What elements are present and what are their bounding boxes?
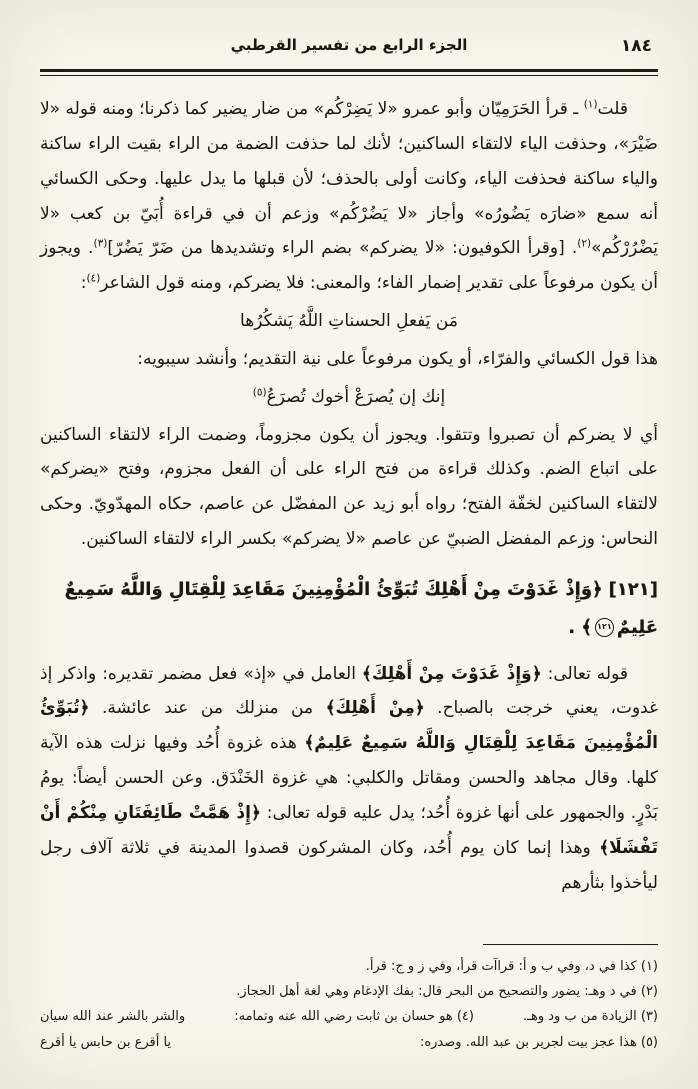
quran-verse-heading [40, 571, 658, 647]
footnote-ref-3: (٣) [93, 237, 108, 250]
footnote-ref-2: (٢) [577, 237, 592, 250]
quran-quote: ﴿إِذْ هَمَّتْ طَائِفَتَانِ مِنْكُمْ أَنْ تَفْشَلَا﴾ [40, 802, 658, 858]
page-header [40, 36, 658, 76]
book-title: الجزء الرابع من تفسير القرطبي [230, 36, 468, 54]
text-run: . [568, 616, 582, 638]
page-body [40, 76, 658, 944]
text-run: . [وقرأ الكوفيون: «لا يضركم» بضم الراء وتشديدها من ضَرّ يَضُرّ] [107, 238, 578, 259]
footnote-3-4-row [40, 1004, 658, 1029]
paragraph-kisai-farra: هذا قول الكسائي والفرّاء، أو يكون مرفوعاً على نية التقديم؛ وأنشد سيبويه: [137, 348, 658, 369]
ayah-end-marker: ١٢١ [595, 618, 614, 637]
quran-verse-text: وَإِذْ غَدَوْتَ مِنْ أَهْلِكَ تُبَوِّئُ الْمُؤْمِنِينَ مَقَاعِدَ لِلْقِتَالِ وَاللَّهُ سَمِيعٌ عَلِيمٌ [64, 578, 658, 638]
paragraph-qiraat [40, 92, 658, 301]
page-number: ١٨٤ [620, 36, 652, 56]
quran-quote: ﴿مِنْ أَهْلِكَ﴾ [325, 698, 425, 719]
text-run: ـ قرأ الحَرَمِيّان وأبو عمرو «لا يَضِرْكُم» من ضار يضير كما ذكرنا؛ ومنه قوله «لا ضَيْرَ»، وحذفت الياء لالتقاء الساكنين؛ لأنك لما حذفت الضمة من الراء بقيت الراء ساكنة والياء ساكنة فحذفت الياء، وكانت أولى بالحذف؛ لأن قبلها ما يدل عليها. وحكى الكسائي أنه سمع «ضارَه يَضُورُه» وأجاز «لا يَضُرْكُم» وزعم أن في قراءة أُبَيّ بن كعب «لا يَضْرُرْكُم» [40, 99, 658, 259]
quran-quote: ﴿تُبَوِّئُ الْمُؤْمِنِينَ مَقَاعِدَ لِلْقِتَالِ وَاللَّهُ سَمِيعٌ عَلِيمٌ﴾ [40, 698, 659, 754]
footnote-separator-rule [483, 944, 658, 945]
footnote-4: (٤) هو حسان بن ثابت رضي الله عنه وتمامه: [234, 1009, 474, 1025]
text-run: العامل في «إذ» فعل مضمر تقديره: واذكر إذ غدوت، يعني خرجت بالصباح. [40, 663, 658, 719]
footnote-ref-1: (١) [583, 98, 598, 111]
header-rule-thick [40, 69, 658, 72]
footnotes-section [40, 944, 658, 1055]
header-row [40, 36, 658, 64]
footnote-3: (٣) الزيادة من ب ود وهـ. [523, 1009, 658, 1025]
text-run: . ويجوز أن يكون مرفوعاً على تقدير إضمار الفاء؛ والمعنى: فلا يضركم، ومنه قول الشاعر [40, 238, 658, 294]
footnote-5-verse: يا أقرع بن حابس يا أقرع [40, 1034, 172, 1050]
footnote-5-row [40, 1030, 658, 1055]
quran-quote: ﴿وَإِذْ غَدَوْتَ مِنْ أَهْلِكَ﴾ [361, 663, 542, 684]
poetry-line-jarir [40, 380, 658, 415]
footnote-ref-4: (٤) [86, 272, 101, 285]
paragraph-tafsir [40, 657, 658, 901]
text-run: وهذا إنما كان يوم أُحُد، وكان المشركون قصدوا المدينة في ثلاثة آلاف رجل ليأخذوا بثأرهم [40, 837, 658, 893]
text-run: قوله تعالى: [541, 663, 628, 684]
quran-close-bracket: ﴾ [581, 616, 592, 638]
text-run: إنك إن يُصرَعْ أخوك تُصرَعُ [266, 386, 446, 407]
quran-open-bracket: ﴿ [592, 578, 603, 600]
poetry-line-hassan: مَن يَفعلِ الحسناتِ اللَّهُ يَشكُرُها [240, 311, 458, 332]
footnote-1: (١) كذا في د، وفي ب و أ: قراآت قرأ، وفي ز و ج: قرأ. [365, 958, 658, 974]
footnote-4-verse: والشر بالشر عند الله سيان [40, 1009, 186, 1025]
footnote-5: (٥) هذا عجز بيت لجرير بن عبد الله. وصدره: [419, 1034, 658, 1050]
text-run: من منزلك من عند عائشة. [89, 698, 326, 719]
paragraph-grammar: أي لا يضركم أن تصبروا وتتقوا. ويجوز أن يكون مجزوماً، وضمت الراء لالتقاء الساكنين على اتباع الضم. وكذلك قراءة من فتح الراء على أن الفعل مجزوم، وفتح «يضركم» لالتقاء الساكنين لخفّة الفتح؛ رواه أبو زيد عن المفضّل عن عاصم، حكاه المهدّويّ. وحكى النحاس: وزعم المفضل الضبيّ عن عاصم «لا يضركم» بكسر الراء لالتقاء الساكنين. [40, 424, 658, 550]
footnote-2: (٢) في د وهـ: يضور والتصحيح من البحر قال: بفك الإدغام وهي لغة أهل الحجاز. [236, 983, 658, 999]
text-run: هذه غزوة أُحُد وفيها نزلت هذه الآية كلها. وقال مجاهد والحسن ومقاتل والكلبي: هي غزوة الخَنْدَق. وعن الحسن أيضاً: يومُ بَدْرٍ. والجمهور على أنها غزوة أُحُد؛ يدل عليه قوله تعالى: [40, 733, 658, 823]
footnote-ref-5: (٥) [252, 386, 267, 399]
text-run: قلت [597, 99, 628, 119]
text-run: : [80, 273, 87, 294]
verse-number: [١٢١] [608, 578, 658, 600]
